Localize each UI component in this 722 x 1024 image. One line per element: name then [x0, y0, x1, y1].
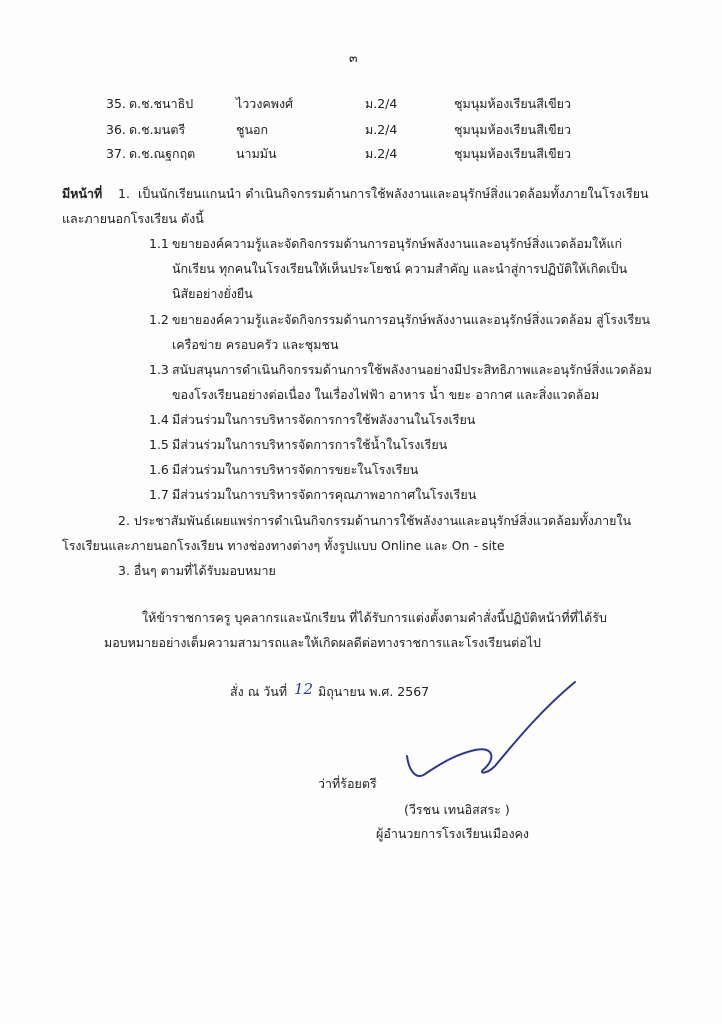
- duties-label: มีหน้าที่: [62, 186, 103, 201]
- subitem-1-1-line-2: นักเรียน ทุกคนในโรงเรียนให้เห็นประโยชน์ ความสำคัญ และนำสู่การปฏิบัติให้เกิดเป็น: [172, 261, 628, 276]
- subitem-1-2-line-2: เครือข่าย ครอบครัว และชุมชน: [172, 337, 339, 352]
- student-last-name: ชูนอก: [236, 122, 269, 137]
- student-club: ชุมนุมห้องเรียนสีเขียว: [454, 96, 572, 111]
- student-last-name: นามมัน: [236, 146, 277, 161]
- page-number: ๓: [349, 50, 358, 65]
- signatory-rank: ว่าที่ร้อยตรี: [318, 776, 377, 791]
- subitem-1-6-line-1: มีส่วนร่วมในการบริหารจัดการขยะในโรงเรียน: [172, 462, 419, 477]
- subitem-1-7-number: 1.7: [149, 487, 169, 502]
- subitem-1-4-number: 1.4: [149, 412, 169, 427]
- student-club: ชุมนุมห้องเรียนสีเขียว: [454, 146, 572, 161]
- subitem-1-2-number: 1.2: [149, 312, 169, 327]
- subitem-1-3-number: 1.3: [149, 362, 169, 377]
- signatory-name: (วีรชน เทนอิสสระ ): [404, 802, 510, 817]
- student-first-name: ด.ช.ชนาธิป: [129, 96, 194, 111]
- duty-2-line-1: 2. ประชาสัมพันธ์เผยแพร่การดำเนินกิจกรรมด้านการใช้พลังงานและอนุรักษ์สิ่งแวดล้อมทั้งภายใน: [118, 513, 632, 528]
- closing-line-2: มอบหมายอย่างเต็มความสามารถและให้เกิดผลดีต่อทางราชการและโรงเรียนต่อไป: [104, 635, 541, 650]
- student-last-name: ไววงคพงศ์: [236, 96, 294, 111]
- student-class: ม.2/4: [365, 146, 398, 161]
- duty-2-line-2: โรงเรียนและภายนอกโรงเรียน ทางช่องทางต่างๆ ทั้งรูปแบบ Online และ On - site: [62, 538, 505, 553]
- subitem-1-2-line-1: ขยายองค์ความรู้และจัดกิจกรรมด้านการอนุรักษ์พลังงานและอนุรักษ์สิ่งแวดล้อม สู่โรงเรียน: [172, 312, 651, 327]
- student-club: ชุมนุมห้องเรียนสีเขียว: [454, 122, 572, 137]
- signature-scribble: [395, 676, 585, 786]
- student-number: 35.: [106, 96, 126, 111]
- order-date-month-year: มิถุนายน พ.ศ. 2567: [318, 684, 430, 699]
- subitem-1-1-line-1: ขยายองค์ความรู้และจัดกิจกรรมด้านการอนุรักษ์พลังงานและอนุรักษ์สิ่งแวดล้อมให้แก่: [172, 236, 623, 251]
- order-date-prefix: สั่ง ณ วันที่: [230, 684, 288, 699]
- order-date-day: 12: [294, 680, 314, 698]
- subitem-1-5-number: 1.5: [149, 437, 169, 452]
- student-number: 37.: [106, 146, 126, 161]
- duty-3-line-1: 3. อื่นๆ ตามที่ได้รับมอบหมาย: [118, 563, 276, 578]
- student-first-name: ด.ช.มนตรี: [129, 122, 186, 137]
- subitem-1-3-line-1: สนับสนุนการดำเนินกิจกรรมด้านการใช้พลังงานอย่างมีประสิทธิภาพและอนุรักษ์สิ่งแวดล้อม: [172, 362, 652, 377]
- subitem-1-1-line-3: นิสัยอย่างยั่งยืน: [172, 286, 253, 301]
- duty-1-number: 1.: [118, 186, 130, 201]
- subitem-1-1-number: 1.1: [149, 236, 169, 251]
- subitem-1-3-line-2: ของโรงเรียนอย่างต่อเนื่อง ในเรื่องไฟฟ้า อาหาร น้ำ ขยะ อากาศ และสิ่งแวดล้อม: [172, 387, 600, 402]
- subitem-1-7-line-1: มีส่วนร่วมในการบริหารจัดการคุณภาพอากาศในโรงเรียน: [172, 487, 477, 502]
- student-number: 36.: [106, 122, 126, 137]
- closing-line-1: ให้ข้าราชการครู บุคลากรและนักเรียน ที่ได้รับการแต่งตั้งตามคำสั่งนี้ปฏิบัติหน้าที่ที่ได้รับ: [142, 610, 607, 625]
- subitem-1-4-line-1: มีส่วนร่วมในการบริหารจัดการการใช้พลังงานในโรงเรียน: [172, 412, 476, 427]
- subitem-1-6-number: 1.6: [149, 462, 169, 477]
- student-first-name: ด.ช.ณฐกฤต: [129, 146, 196, 161]
- duty-1-line-2: และภายนอกโรงเรียน ดังนี้: [62, 211, 204, 226]
- duty-1-line-1: เป็นนักเรียนแกนนำ ดำเนินกิจกรรมด้านการใช้พลังงานและอนุรักษ์สิ่งแวดล้อมทั้งภายในโรงเรียน: [138, 186, 649, 201]
- signatory-position: ผู้อำนวยการโรงเรียนเมืองคง: [376, 826, 530, 841]
- student-class: ม.2/4: [365, 122, 398, 137]
- subitem-1-5-line-1: มีส่วนร่วมในการบริหารจัดการการใช้น้ำในโรงเรียน: [172, 437, 448, 452]
- student-class: ม.2/4: [365, 96, 398, 111]
